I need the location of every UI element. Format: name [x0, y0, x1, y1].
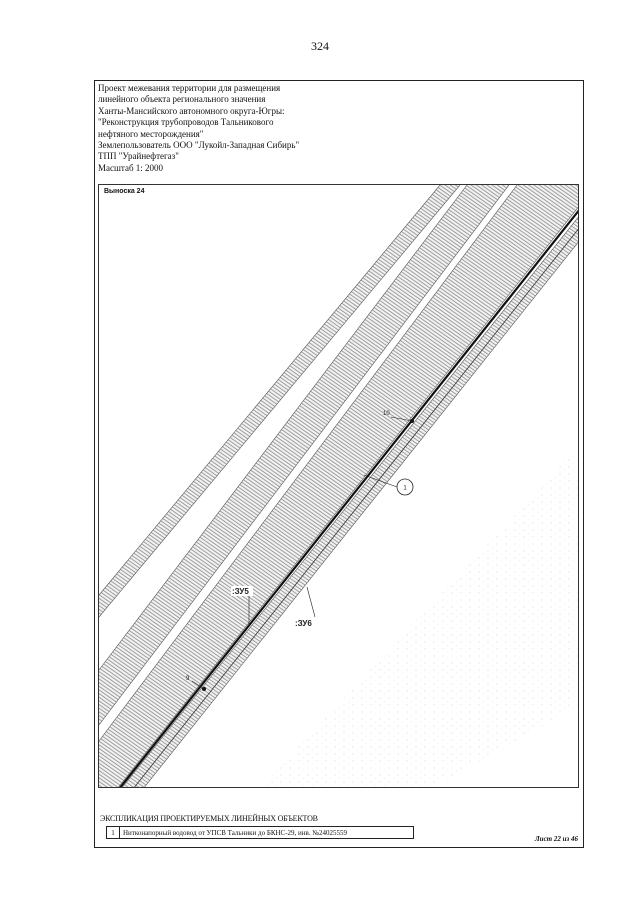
- header-line: Землепользователь ООО "Лукойл-Западная Сибирь": [98, 140, 300, 151]
- map-drawing: [99, 185, 579, 788]
- parcel-label-zu5: :ЗУ5: [232, 587, 249, 596]
- page-number: 324: [311, 39, 329, 53]
- object-marker-label: 1: [403, 485, 407, 492]
- header-line: ТПП "Урайнефтегаз": [98, 151, 179, 162]
- drawing-sheet: [94, 80, 584, 848]
- header-line: линейного объекта регионального значения: [98, 94, 266, 105]
- row-description: Нитконапорный водовод от УПСВ Тальники до БКНС-29, инв. №24025559: [120, 827, 414, 839]
- map-frame: [98, 184, 579, 788]
- parcel-label-zu6: :ЗУ6: [295, 619, 312, 628]
- point-label-9: 9: [186, 676, 190, 682]
- sheet-label: Лист 22 из 46: [534, 835, 578, 843]
- header-line: Ханты-Мансийского автономного округа-Югры:: [98, 105, 285, 116]
- header-line: Масштаб 1: 2000: [98, 162, 164, 173]
- header-line: Проект межевания территории для размещения: [98, 83, 281, 93]
- row-number: 1: [107, 827, 120, 839]
- header-line: нефтяного месторождения": [98, 128, 204, 139]
- table-row: [107, 827, 414, 839]
- callout-title: Выноска 24: [104, 188, 145, 195]
- header-block: [98, 83, 299, 174]
- explication-title: ЭКСПЛИКАЦИЯ ПРОЕКТИРУЕМЫХ ЛИНЕЙНЫХ ОБЪЕКТОВ: [100, 814, 318, 823]
- header-line: "Реконструкция трубопроводов Тальникового: [98, 117, 274, 128]
- point-label-10: 10: [383, 411, 390, 417]
- explication-table: [106, 826, 414, 839]
